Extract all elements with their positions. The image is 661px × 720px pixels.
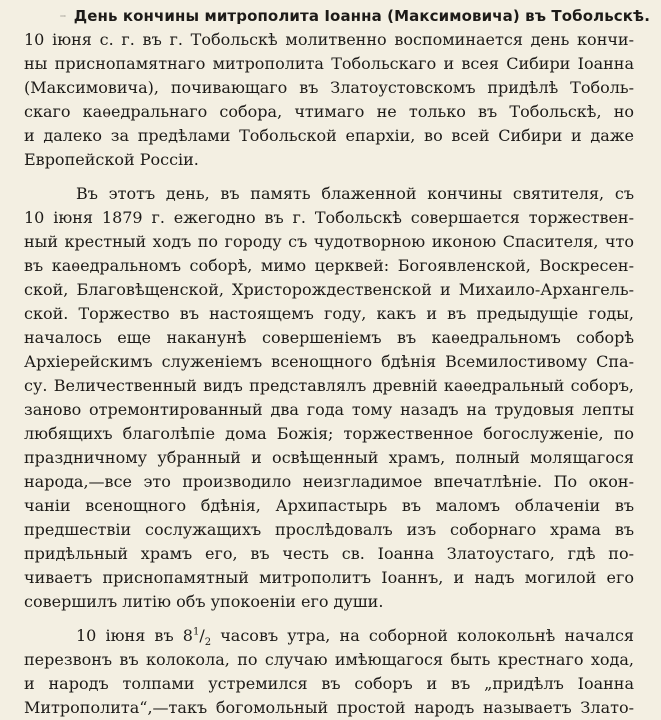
article-heading bbox=[60, 4, 650, 28]
paragraph-2-line-10: заново отремонтированный два года тому назадъ на трудовыя лепты bbox=[24, 400, 634, 419]
paragraph-1-line-4: скаго каѳедральнаго собора, чтимаго не только въ Тобольскѣ, но bbox=[24, 102, 634, 121]
paragraph-1-line-2: ны приснопамятнаго митрополита Тобольскаго и всея Сибири Іоанна bbox=[24, 54, 634, 73]
paragraph-1-line-5: и далеко за предѣлами Тобольской епархіи, во всей Сибири и даже bbox=[24, 126, 634, 145]
paragraph-2-line-2: 10 іюня 1879 г. ежегодно въ г. Тобольскѣ совершается торжествен- bbox=[24, 208, 634, 227]
paragraph-1-line-1: 10 іюня с. г. въ г. Тобольскѣ молитвенно воспоминается день кончи- bbox=[24, 30, 634, 49]
paragraph-2-line-12: праздничному убранный и освѣщенный храмъ, полный молящагося bbox=[24, 448, 634, 467]
paragraph-2-line-9: су. Величественный видъ представлялъ древній каѳедральный соборъ, bbox=[24, 376, 634, 395]
paragraph-2-line-5: ской, Благовѣщенской, Христорождественской и Михаило-Архангель- bbox=[24, 280, 634, 299]
paragraph-2-line-7: началось еще наканунѣ совершеніемъ въ каѳедральномъ соборѣ bbox=[24, 328, 634, 347]
paragraph-2-line-1: Въ этотъ день, въ память блаженной кончины святителя, съ bbox=[76, 184, 634, 203]
paragraph-2-line-4: въ каѳедральномъ соборѣ, мимо церквей: Богоявленской, Воскресен- bbox=[24, 256, 634, 275]
paragraph-3-line-1-rest: часовъ утра, на соборной колокольнѣ начался bbox=[211, 626, 634, 645]
article-title: День кончины митрополита Іоанна (Максимовича) въ Тобольскѣ. bbox=[73, 7, 650, 25]
fraction-numerator: 1 bbox=[192, 626, 200, 638]
paragraph-1-line-3: (Максимовича), почивающаго въ Златоустовскомъ придѣлѣ Тоболь- bbox=[24, 78, 634, 97]
paragraph-3-line-3: и народъ толпами устремился въ соборъ и въ „придѣлъ Іоанна bbox=[24, 674, 634, 693]
paragraph-2-line-11: любящихъ благолѣпіе дома Божія; торжественное богослуженіе, по bbox=[24, 424, 634, 443]
paragraph-2-line-3: ный крестный ходъ по городу съ чудотворною иконою Спасителя, что bbox=[24, 232, 634, 251]
paragraph-2-line-15: предшествіи сослужащихъ прослѣдовалъ изъ соборнаго храма въ bbox=[24, 520, 634, 539]
printer-dash-ornament-icon bbox=[60, 10, 66, 22]
paragraph-2-line-16: придѣльный храмъ его, въ честь св. Іоанна Златоустаго, гдѣ по- bbox=[24, 544, 634, 563]
paragraph-2-line-8: Архіерейскимъ служеніемъ всенощного бдѣнія Всемилостивому Спа- bbox=[24, 352, 634, 371]
paragraph-3-line-2: перезвонъ въ колокола, по случаю имѣющагося быть крестнаго хода, bbox=[24, 650, 634, 669]
paragraph-3-line-1-start: 10 іюня въ 8 bbox=[76, 626, 193, 645]
paragraph-2-line-14: чаніи всенощного бдѣнія, Архипастырь въ маломъ облаченіи въ bbox=[24, 496, 634, 515]
paragraph-1-line-6: Европейской Россіи. bbox=[24, 150, 199, 169]
paragraph-3-line-4: Митрополита“,—такъ богомольный простой народъ называетъ Злато- bbox=[24, 698, 634, 717]
paragraph-2-line-13: народа,—все это производило неизгладимое впечатлѣніе. По окон- bbox=[24, 472, 634, 491]
paragraph-2-line-6: ской. Торжество въ настоящемъ году, какъ и въ предыдущіе годы, bbox=[24, 304, 634, 323]
paragraph-3-line-1: 10 іюня въ $8^1/_2$ часовъ утра, на соборной колокольнѣ начался bbox=[76, 626, 634, 648]
paragraph-2-line-18: совершилъ литію объ упокоеніи его души. bbox=[24, 592, 384, 611]
fraction-denominator: 2 bbox=[204, 637, 212, 648]
paragraph-2-line-17: чиваетъ приснопамятный митрополитъ Іоаннъ, и надъ могилой его bbox=[24, 568, 634, 587]
